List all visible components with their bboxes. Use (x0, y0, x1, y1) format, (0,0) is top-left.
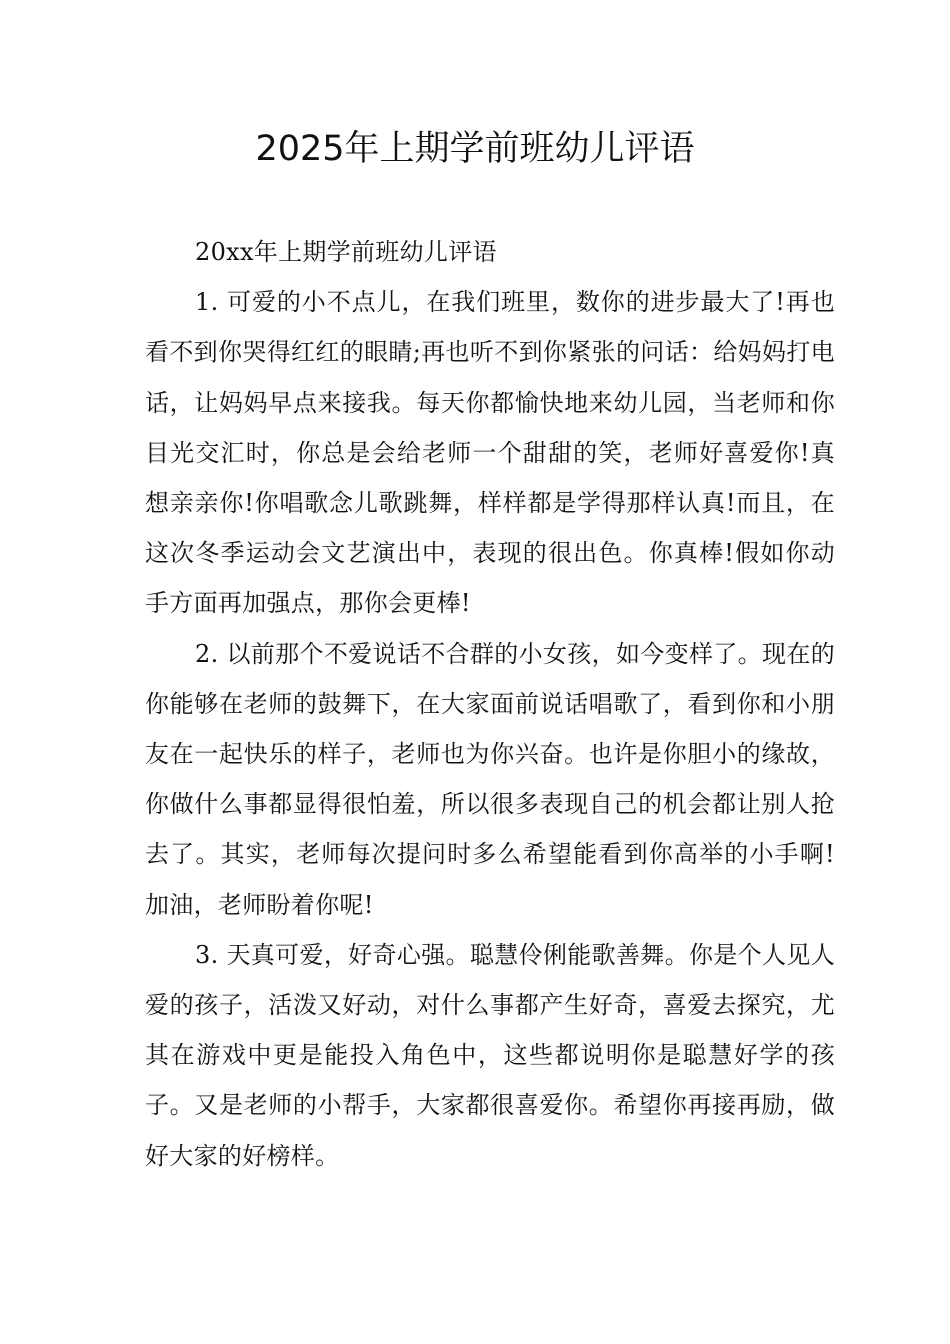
comment-paragraph-1: 1. 可爱的小不点儿，在我们班里，数你的进步最大了!再也看不到你哭得红红的眼睛;再也听不到你紧张的问话：给妈妈打电话，让妈妈早点来接我。每天你都愉快地来幼儿园，当老师和你目光交汇时，你总是会给老师一个甜甜的笑，老师好喜爱你!真想亲亲你!你唱歌念儿歌跳舞，样样都是学得那样认真!而且，在这次冬季运动会文艺演出中，表现的很出色。你真棒!假如你动手方面再加强点，那你会更棒! (145, 288, 835, 618)
document-title: 2025年上期学前班幼儿评语 (255, 129, 695, 169)
comment-paragraph-2: 2. 以前那个不爱说话不合群的小女孩，如今变样了。现在的你能够在老师的鼓舞下，在大家面前说话唱歌了，看到你和小朋友在一起快乐的样子，老师也为你兴奋。也许是你胆小的缘故，你做什么事都显得很怕羞，所以很多表现自己的机会都让别人抢去了。其实，老师每次提问时多么希望能看到你高举的小手啊!加油，老师盼着你呢! (145, 639, 835, 919)
comment-paragraph-3: 3. 天真可爱，好奇心强。聪慧伶俐能歌善舞。你是个人见人爱的孩子，活泼又好动，对什么事都产生好奇，喜爱去探究，尤其在游戏中更是能投入角色中，这些都说明你是聪慧好学的孩子。又是老师的小帮手，大家都很喜爱你。希望你再接再励，做好大家的好榜样。 (145, 940, 835, 1170)
document-body (145, 227, 835, 1181)
document-subtitle: 20xx年上期学前班幼儿评语 (195, 238, 497, 266)
